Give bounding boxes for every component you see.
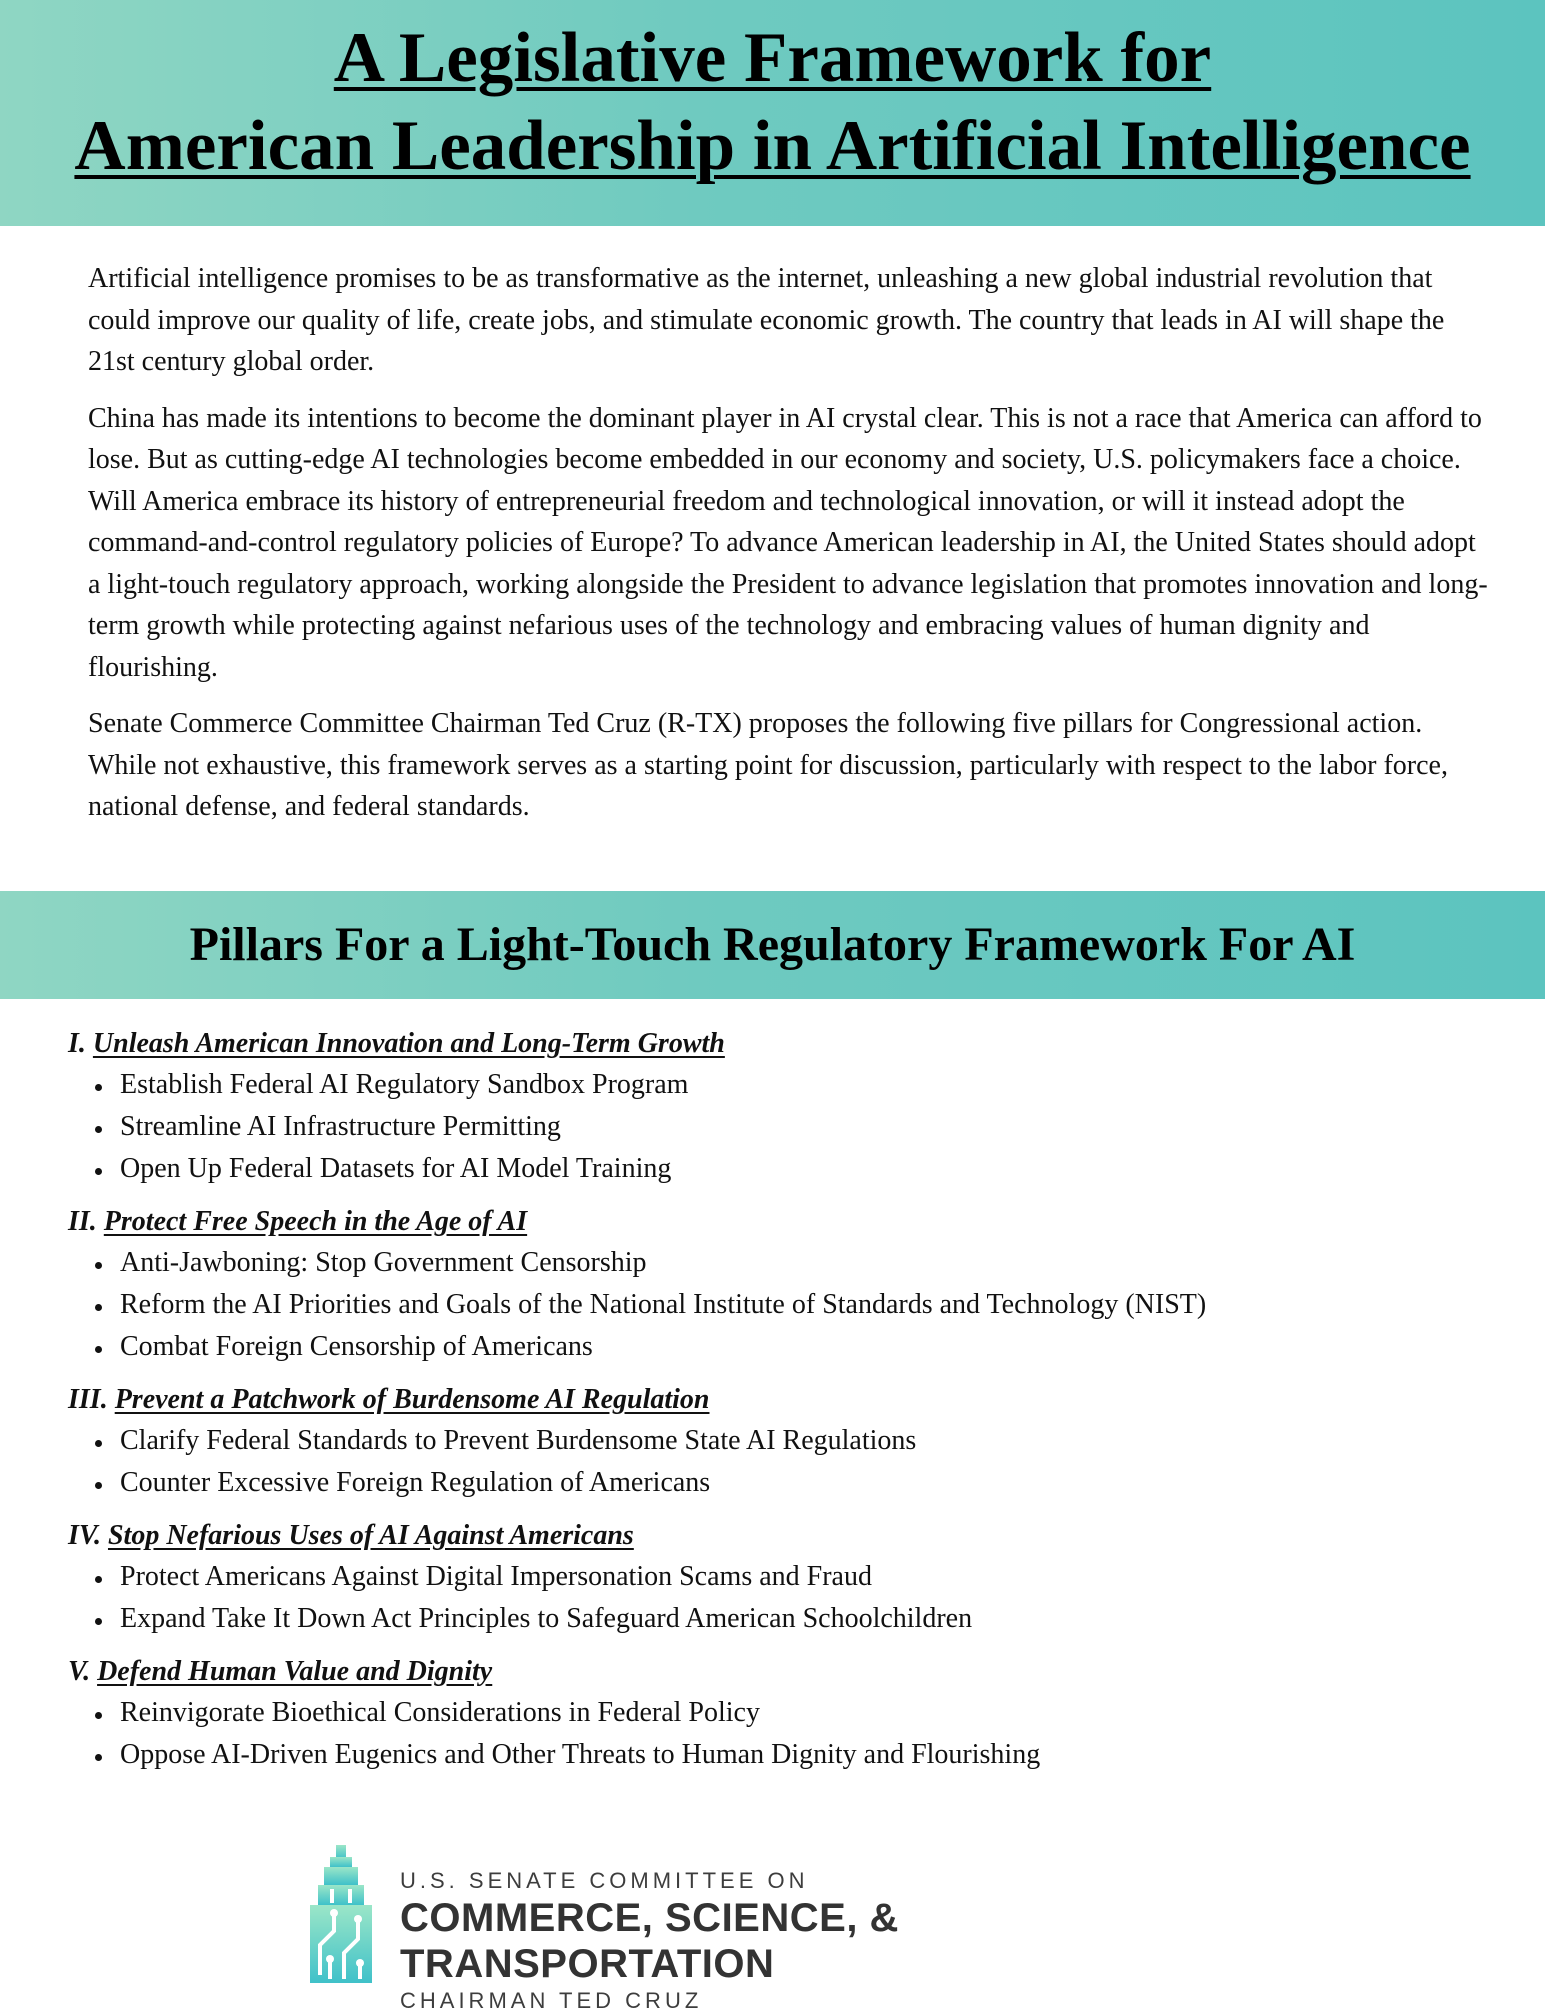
pillar-title: Defend Human Value and Dignity: [97, 1656, 493, 1687]
page-title-line-1: A Legislative Framework for: [333, 19, 1212, 97]
pillar-items: [68, 1692, 1508, 1776]
page-title-line-2: American Leadership in Artificial Intelligence: [74, 107, 1471, 185]
list-item: Reinvigorate Bioethical Considerations in Federal Policy: [68, 1692, 1508, 1734]
list-item: Protect Americans Against Digital Impersonation Scams and Fraud: [68, 1556, 1508, 1598]
pillar-numeral: IV.: [68, 1520, 101, 1551]
list-item: Clarify Federal Standards to Prevent Burdensome State AI Regulations: [68, 1420, 1508, 1462]
list-item: Open Up Federal Datasets for AI Model Training: [68, 1148, 1508, 1190]
committee-name: [400, 1867, 1260, 2015]
capitol-circuit-logo-icon: [300, 1845, 382, 1985]
list-item: Counter Excessive Foreign Regulation of Americans: [68, 1462, 1508, 1504]
list-item: Reform the AI Priorities and Goals of the National Institute of Standards and Technology (NIST): [68, 1284, 1508, 1326]
title-banner: [0, 0, 1545, 226]
pillar-title: Unleash American Innovation and Long-Term Growth: [92, 1028, 725, 1059]
pillar-heading: [68, 1516, 1508, 1556]
pillars-list: [68, 1024, 1508, 1788]
pillar-items: [68, 1420, 1508, 1504]
committee-line-1: U.S. SENATE COMMITTEE ON: [400, 1868, 809, 1893]
pillar-heading: [68, 1652, 1508, 1692]
pillar-3: [68, 1380, 1508, 1504]
intro-text: [88, 258, 1488, 843]
pillar-items: [68, 1242, 1508, 1368]
committee-line-2: COMMERCE, SCIENCE, & TRANSPORTATION: [400, 1896, 899, 1986]
pillar-2: [68, 1202, 1508, 1368]
pillar-title: Protect Free Speech in the Age of AI: [103, 1206, 528, 1237]
pillar-title: Stop Nefarious Uses of AI Against Americans: [107, 1520, 634, 1551]
pillar-items: [68, 1064, 1508, 1190]
pillar-heading: [68, 1024, 1508, 1064]
committee-chairman: CHAIRMAN TED CRUZ: [400, 1988, 703, 2013]
intro-paragraph: Artificial intelligence promises to be as transformative as the internet, unleashing a new global industrial revolution that could improve our quality of life, create jobs, and stimulate economic growth. The country that leads in AI will shape the 21st century global order.: [88, 263, 1445, 377]
pillars-section-title: Pillars For a Light-Touch Regulatory Framework For AI: [189, 918, 1356, 971]
pillars-banner: [0, 891, 1545, 999]
pillar-4: [68, 1516, 1508, 1640]
pillar-1: [68, 1024, 1508, 1190]
pillar-numeral: V.: [68, 1656, 91, 1687]
committee-footer: [300, 1845, 1260, 2013]
list-item: Oppose AI-Driven Eugenics and Other Threats to Human Dignity and Flourishing: [68, 1734, 1508, 1776]
list-item: Combat Foreign Censorship of Americans: [68, 1326, 1508, 1368]
pillar-heading: [68, 1380, 1508, 1420]
list-item: Anti-Jawboning: Stop Government Censorship: [68, 1242, 1508, 1284]
list-item: Establish Federal AI Regulatory Sandbox Program: [68, 1064, 1508, 1106]
list-item: Streamline AI Infrastructure Permitting: [68, 1106, 1508, 1148]
pillar-numeral: I.: [68, 1028, 86, 1059]
list-item: Expand Take It Down Act Principles to Safeguard American Schoolchildren: [68, 1598, 1508, 1640]
pillar-numeral: III.: [68, 1384, 108, 1415]
intro-paragraph: Senate Commerce Committee Chairman Ted Cruz (R-TX) proposes the following five pillars for Congressional action. While not exhaustive, this framework serves as a starting point for discussion, particularly with respect to the labor force, national defense, and federal standards.: [88, 708, 1448, 822]
pillar-numeral: II.: [68, 1206, 97, 1237]
intro-paragraph: China has made its intentions to become the dominant player in AI crystal clear. This is not a race that America can afford to lose. But as cutting-edge AI technologies become embedded in our economy and society, U.S. policymakers face a choice. Will America embrace its history of entrepreneurial freedom and technological innovation, or will it instead adopt the command-and-control regulatory policies of Europe? To advance American leadership in AI, the United States should adopt a light-touch regulatory approach, working alongside the President to advance legislation that promotes innovation and long-term growth while protecting against nefarious uses of the technology and embracing values of human dignity and flourishing.: [88, 402, 1488, 683]
page-title: [0, 0, 1545, 190]
pillar-items: [68, 1556, 1508, 1640]
pillar-5: [68, 1652, 1508, 1776]
pillar-heading: [68, 1202, 1508, 1242]
pillar-title: Prevent a Patchwork of Burdensome AI Regulation: [114, 1384, 710, 1415]
